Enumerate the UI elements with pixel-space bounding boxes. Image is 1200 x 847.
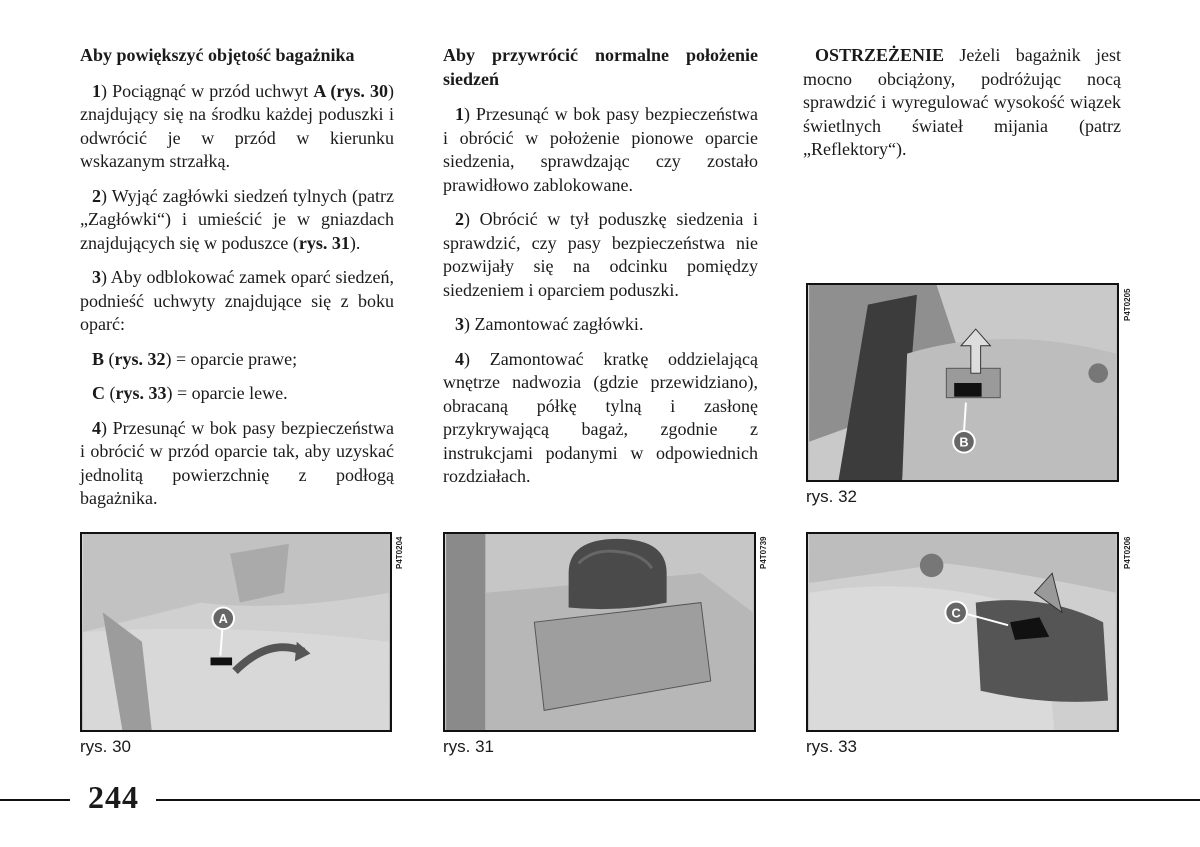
footer-rule-left [0, 799, 70, 801]
page-number: 244 [88, 779, 139, 815]
figure-33-photo [806, 532, 1119, 732]
column-3 [803, 44, 1121, 173]
figure-30-caption: rys. 30 [80, 737, 132, 756]
headrest-in-cushion-illustration [445, 534, 754, 730]
figure-31-code: P4T0739 [759, 536, 768, 569]
svg-text:B: B [959, 434, 969, 450]
section-heading-restore-seats: Aby przywrócić normalne położenie siedzeń [443, 45, 758, 89]
figure-30-photo [80, 532, 392, 732]
step-4-paragraph: 4) Przesunąć w bok pasy bezpieczeństwa i obrócić w przód oparcie tak, aby uzyskać jednolitą powierzchnię z podłogą bagażnika. [80, 417, 394, 508]
warning-label: OSTRZEŻENIE [815, 45, 945, 65]
footer-rule-right [156, 799, 1200, 801]
step-1-paragraph: 1) Pociągnąć w przód uchwyt A (rys. 30) znajdujący się na środku każdej poduszki i odwrócić je w przód w kierunku wskazanym strzałką. [80, 80, 394, 171]
seatback-handle-c-illustration [808, 534, 1117, 730]
seatback-handle-b-illustration [808, 285, 1117, 480]
warning-paragraph: OSTRZEŻENIE Jeżeli bagażnik jest mocno obciążony, podróżując nocą sprawdzić i wyregulować wysokość wiązek świetlnych świateł mijania (patrz „Reflektory“). [803, 45, 1121, 159]
seat-cushion-handle-a-illustration [82, 534, 390, 730]
svg-text:A: A [218, 611, 228, 627]
column-1 [80, 44, 394, 522]
step-3-paragraph: 3) Aby odblokować zamek oparć siedzeń, podnieść uchwyty znajdujące się z boku oparć: [80, 267, 394, 334]
figure-31-photo [443, 532, 756, 732]
figure-32-caption: rys. 32 [806, 487, 858, 506]
handle-b-line: B (rys. 32) = oparcie prawe; [92, 348, 298, 369]
figure-32-photo [806, 283, 1119, 482]
figure-31-caption: rys. 31 [443, 737, 495, 756]
restore-step-1: 1) Przesunąć w bok pasy bezpieczeństwa i obrócić w położenie pionowe oparcie siedzenia, sprawdzając czy zostało prawidłowo zablokowane. [443, 104, 758, 195]
column-2 [443, 44, 758, 500]
restore-step-3: 3) Zamontować zagłówki. [455, 314, 644, 334]
restore-step-4: 4) Zamontować kratkę oddzielającą wnętrze nadwozia (gdzie przewidziano), obracaną półkę tylną i zasłonę przykrywającą bagaż, zgodnie z instrukcjami podanymi w odpowiednich rozdziałach. [443, 348, 758, 486]
handle-c-line: C (rys. 33) = oparcie lewe. [92, 383, 288, 403]
restore-step-2: 2) Obrócić w tył poduszkę siedzenia i sprawdzić, czy pasy bezpieczeństwa nie pozwijały się na odcinku pomiędzy siedzeniem i oparciem poduszki. [443, 209, 758, 300]
figure-33-code: P4T0206 [1123, 536, 1132, 569]
section-heading-enlarge-trunk: Aby powiększyć objętość bagażnika [80, 45, 355, 65]
figure-33-caption: rys. 33 [806, 737, 858, 756]
svg-text:C: C [951, 605, 961, 621]
figure-30-code: P4T0204 [395, 536, 404, 569]
figure-32-code: P4T0205 [1123, 288, 1132, 321]
step-2-paragraph: 2) Wyjąć zagłówki siedzeń tylnych (patrz „Zagłówki“) i umieścić je w gniazdach znajdujących się w poduszce (rys. 31). [80, 185, 394, 253]
